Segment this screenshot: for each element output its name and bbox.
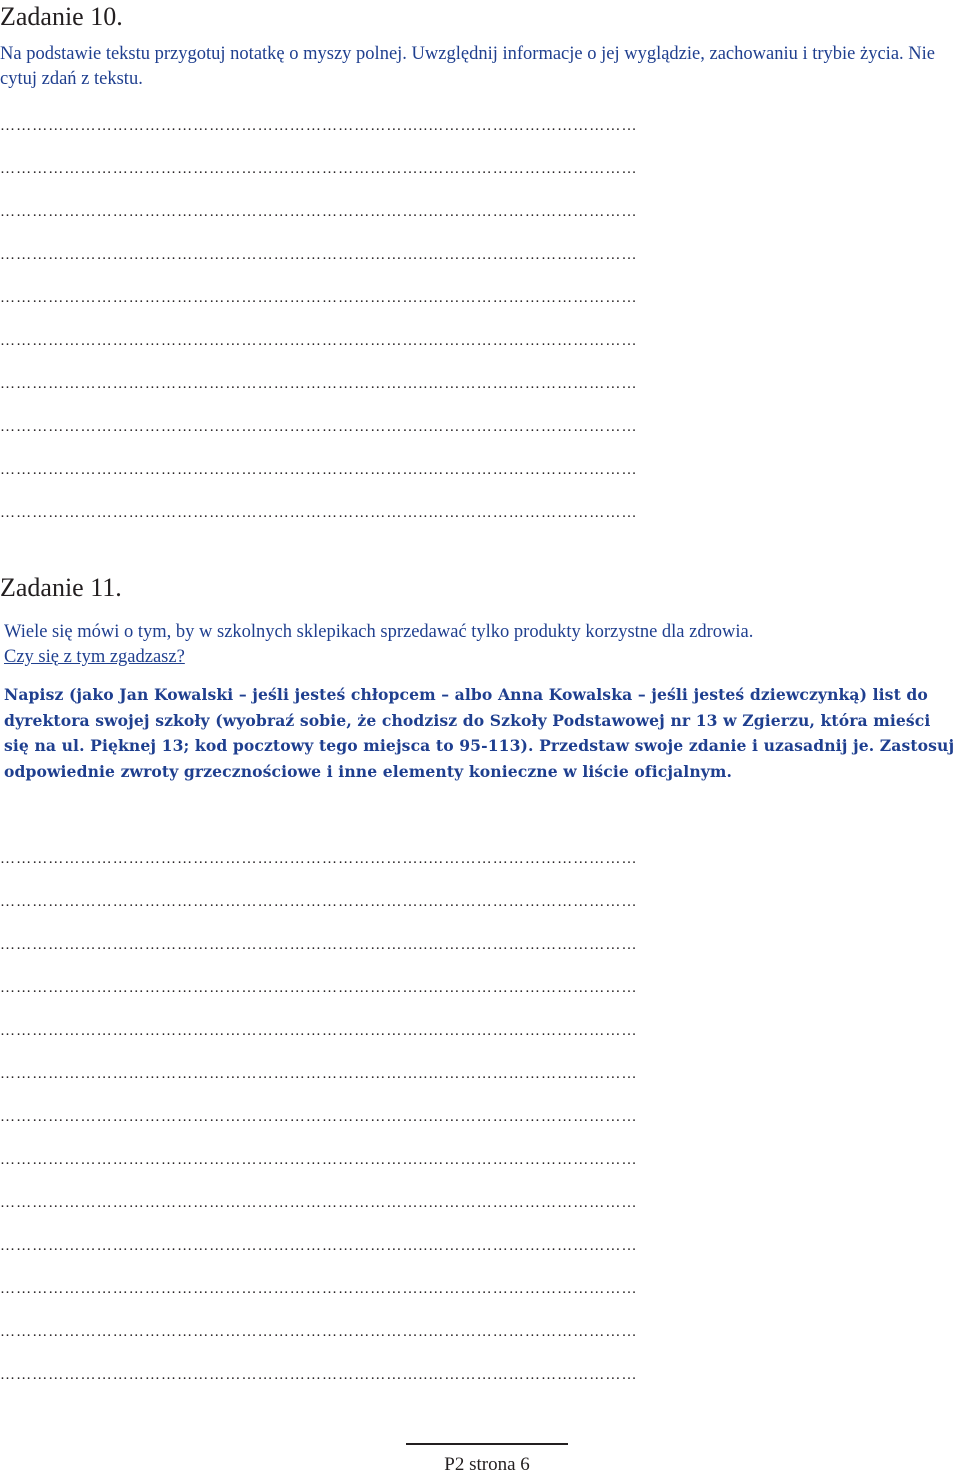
answer-line[interactable]: ……………………………………………………………………..………………………………… — [0, 1023, 638, 1039]
answer-line[interactable]: ……………………………………………………………………..………………………………… — [0, 1324, 638, 1340]
answer-line[interactable]: ……………………………………………………………………..………………………………… — [0, 333, 638, 349]
answer-line[interactable]: ……………………………………………………………………..………………………………… — [0, 1195, 638, 1211]
answer-line[interactable]: ……………………………………………………………………..………………………………… — [0, 980, 638, 996]
answer-line[interactable]: ……………………………………………………………………..………………………………… — [0, 505, 638, 521]
answer-line[interactable]: ……………………………………………………………………..………………………………… — [0, 1367, 638, 1383]
answer-line[interactable]: ……………………………………………………………………..………………………………… — [0, 1238, 638, 1254]
answer-line[interactable]: ……………………………………………………………………..………………………………… — [0, 376, 638, 392]
answer-line[interactable]: ……………………………………………………………………..………………………………… — [0, 161, 638, 177]
answer-line[interactable]: ……………………………………………………………………..………………………………… — [0, 894, 638, 910]
answer-line[interactable]: ……………………………………………………………………..………………………………… — [0, 290, 638, 306]
task-11-intro — [4, 620, 954, 670]
answer-line[interactable]: ……………………………………………………………………..………………………………… — [0, 1109, 638, 1125]
task-10-title: Zadanie 10. — [0, 2, 123, 31]
answer-line[interactable]: ……………………………………………………………………..………………………………… — [0, 937, 638, 953]
answer-line[interactable]: ……………………………………………………………………..………………………………… — [0, 419, 638, 435]
answer-line[interactable]: ……………………………………………………………………..………………………………… — [0, 851, 638, 867]
task-11-instruction: Napisz (jako Jan Kowalski – jeśli jesteś chłopcem – albo Anna Kowalska – jeśli jesteś dziewczynką) list do dyrektora swojej szkoły (wyobraź sobie, że chodzisz do Szkoły Podstawowej nr 13 w Zgierzu, która mieści się na ul. Pięknej 13; kod pocztowy tego miejsca to 95-113). Przedstaw swoje zdanie i uzasadnij je. Zastosuj odpowiednie zwroty grzecznościowe i inne elementy konieczne w liście oficjalnym. — [4, 685, 955, 781]
answer-line[interactable]: ……………………………………………………………………..………………………………… — [0, 1066, 638, 1082]
answer-line[interactable]: ……………………………………………………………………..………………………………… — [0, 247, 638, 263]
task-11-question: Czy się z tym zgadzasz? — [4, 647, 185, 667]
task-11-title: Zadanie 11. — [0, 573, 122, 602]
answer-line[interactable]: ……………………………………………………………………..………………………………… — [0, 204, 638, 220]
answer-line[interactable]: ……………………………………………………………………..………………………………… — [0, 1152, 638, 1168]
footer-divider — [406, 1443, 568, 1445]
task-10-instruction: Na podstawie tekstu przygotuj notatkę o myszy polnej. Uwzględnij informacje o jej wyglądzie, zachowaniu i trybie życia. Nie cytuj zdań z tekstu. — [0, 44, 935, 89]
task-11-intro-text: Wiele się mówi o tym, by w szkolnych sklepikach sprzedawać tylko produkty korzystne dla zdrowia. — [4, 622, 754, 642]
page-number: P2 strona 6 — [444, 1454, 530, 1475]
answer-line[interactable]: ……………………………………………………………………..………………………………… — [0, 1281, 638, 1297]
answer-line[interactable]: ……………………………………………………………………..………………………………… — [0, 118, 638, 134]
answer-line[interactable]: ……………………………………………………………………..………………………………… — [0, 462, 638, 478]
